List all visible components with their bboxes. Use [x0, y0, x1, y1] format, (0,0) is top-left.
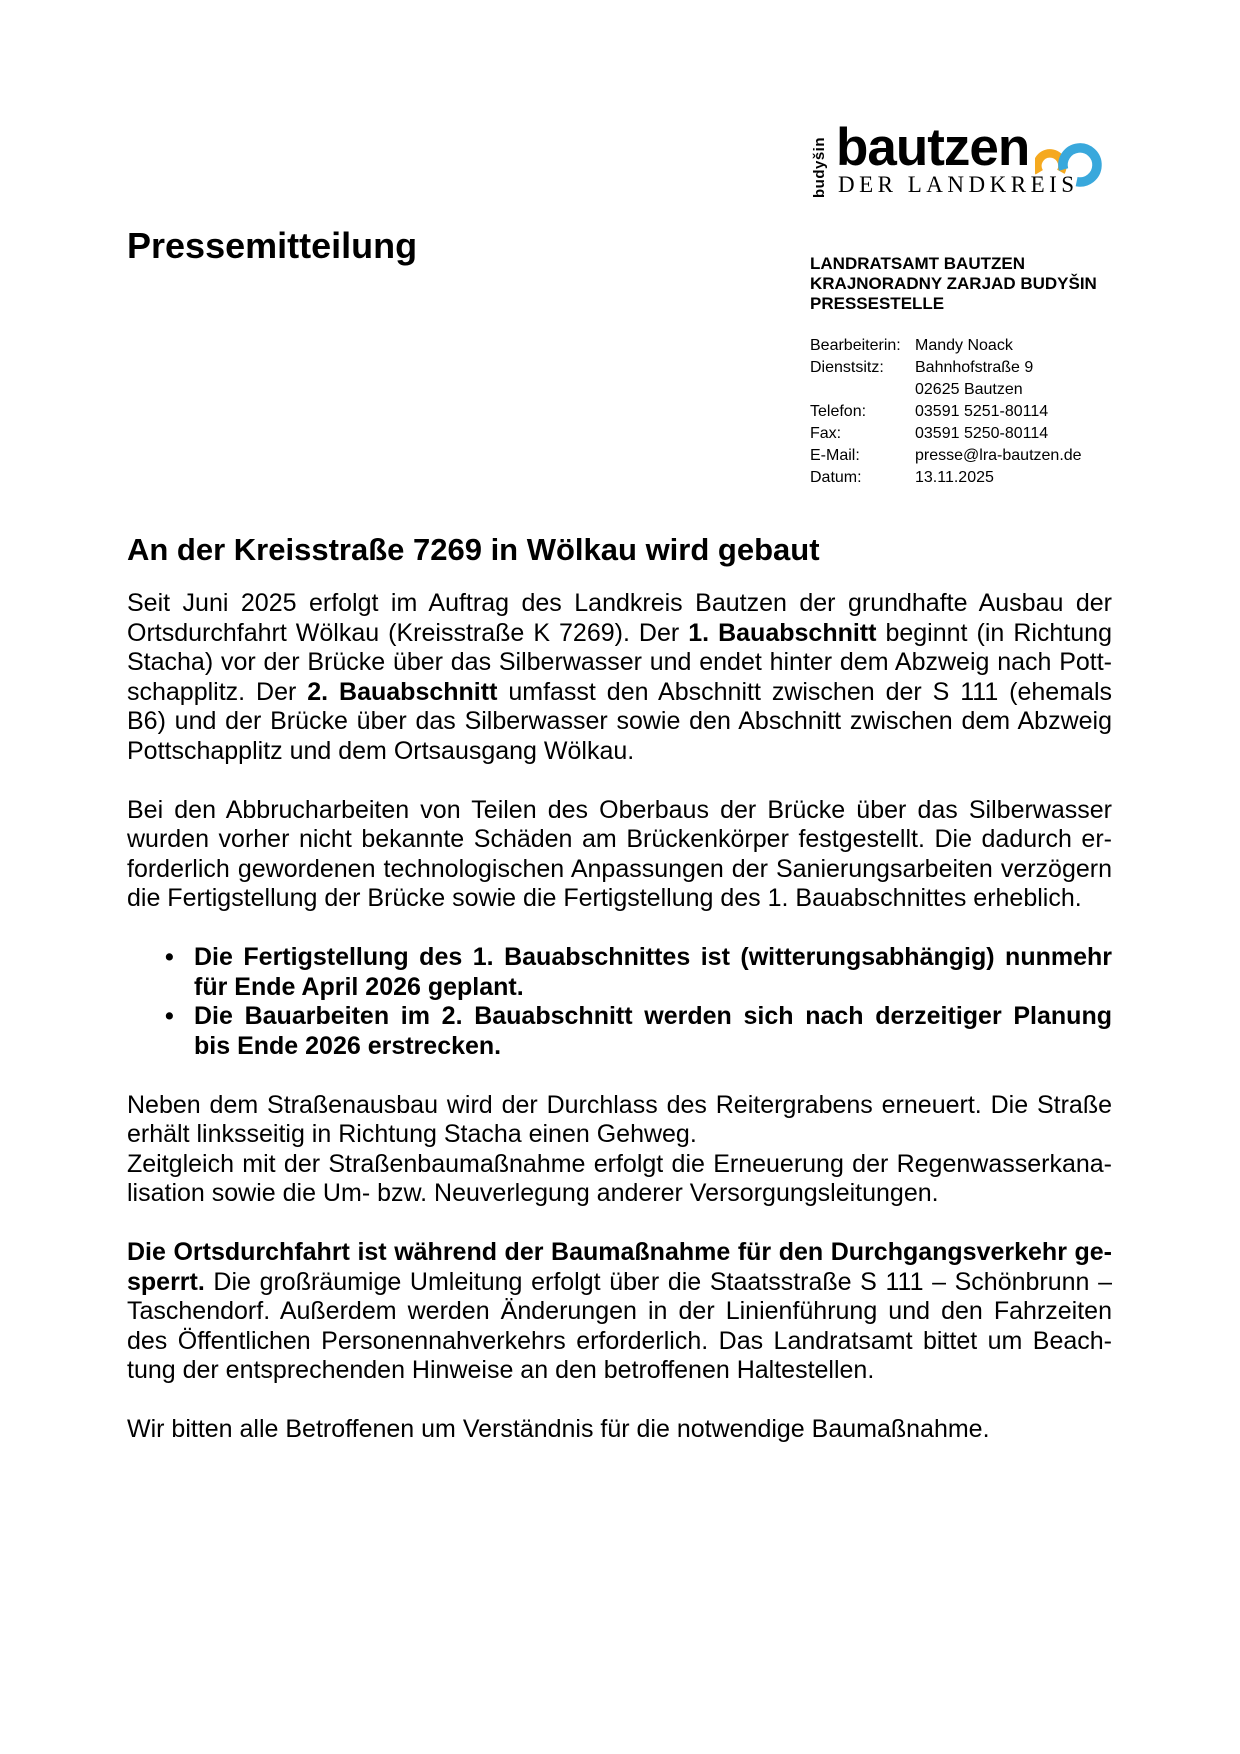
- contact-label: Dienstsitz:: [810, 359, 884, 376]
- text-segment: Stacha) vor der Brücke über das Silberwasser und endet hinter dem Abzweig nach Pott-: [127, 648, 1112, 676]
- logo-wordmark: bautzen: [836, 118, 1030, 177]
- text-line: [127, 884, 1112, 914]
- text-line: [127, 678, 1112, 708]
- text-segment: beginnt (in Richtung: [876, 618, 1112, 647]
- text-segment: Die Bauarbeiten im 2. Bauabschnitt werden sich nach derzeitiger Planung: [194, 1002, 1112, 1030]
- contact-label: [810, 379, 915, 401]
- text-line: [127, 796, 1112, 826]
- bullet-item: [127, 943, 1112, 1002]
- text-segment: bis Ende 2026 erstrecken.: [194, 1031, 502, 1060]
- text-line: [127, 619, 1112, 649]
- bullet-marker-icon: •: [165, 1002, 174, 1030]
- contact-row-telefon: [810, 401, 1130, 423]
- text-line: [127, 1356, 1112, 1386]
- contact-org-line: LANDRATSAMT BAUTZEN: [810, 254, 1025, 273]
- page-title: Pressemitteilung: [127, 225, 418, 266]
- text-line: [127, 1238, 1112, 1268]
- text-line: [127, 589, 1112, 619]
- text-segment: sperrt.: [127, 1267, 205, 1296]
- text-line: [127, 1268, 1112, 1298]
- text-segment: Taschendorf. Außerdem werden Änderungen in der Linienführung und den Fahrzeiten: [127, 1297, 1112, 1325]
- contact-value: presse@lra-bautzen.de: [915, 447, 1082, 464]
- text-segment: umfasst den Abschnitt zwischen der S 111 (ehemals: [497, 677, 1112, 706]
- contact-row-bearbeiterin: [810, 335, 1130, 357]
- text-line: [127, 825, 1112, 855]
- contact-org: [810, 254, 1130, 314]
- text-line: [127, 737, 1112, 767]
- text-line: [127, 1120, 1112, 1150]
- text-segment: erhält linksseitig in Richtung Stacha einen Gehweg.: [127, 1120, 697, 1148]
- text-line: [194, 1002, 1112, 1032]
- text-line: [127, 855, 1112, 885]
- bullet-marker-icon: •: [165, 943, 174, 971]
- logo-subtitle: DER LANDKREIS: [838, 172, 1079, 197]
- contact-row-ort: [810, 379, 1130, 401]
- text-segment: lisation sowie die Um- bzw. Neuverlegung anderer Versorgungsleitungen.: [127, 1179, 939, 1207]
- text-segment: des Öffentlichen Personennahverkehrs erforderlich. Das Landratsamt bittet um Beach-: [127, 1326, 1112, 1355]
- bullet-item: [127, 1002, 1112, 1061]
- contact-value: 02625 Bautzen: [915, 381, 1023, 398]
- contact-org-line: PRESSESTELLE: [810, 294, 945, 313]
- contact-org-line: KRAJNORADNY ZARJAD BUDYŠIN: [810, 274, 1097, 293]
- contact-value: Mandy Noack: [915, 337, 1013, 354]
- text-segment: Zeitgleich mit der Straßenbaumaßnahme erfolgt die Erneuerung der Regenwasserkana-: [127, 1149, 1112, 1178]
- text-line: [127, 648, 1112, 678]
- text-segment: für Ende April 2026 geplant.: [194, 972, 524, 1001]
- text-line: [127, 1150, 1112, 1180]
- contact-label: Telefon:: [810, 403, 867, 420]
- contact-value: Bahnhofstraße 9: [915, 359, 1034, 376]
- text-segment: Die Ortsdurchfahrt ist während der Baumaßnahme für den Durchgangsverkehr ge-: [127, 1238, 1112, 1266]
- contact-row-dienstsitz: [810, 357, 1130, 379]
- text-segment: 2. Bauabschnitt: [307, 677, 498, 706]
- article-heading: An der Kreisstraße 7269 in Wölkau wird gebaut: [127, 532, 820, 567]
- article-body: [127, 589, 1112, 1474]
- paragraph: [127, 1415, 1112, 1445]
- contact-label: E-Mail:: [810, 447, 860, 464]
- text-line: [127, 707, 1112, 737]
- text-line: [194, 973, 1112, 1003]
- text-segment: Seit Juni 2025 erfolgt im Auftrag des Landkreis Bautzen der grundhafte Ausbau der: [127, 589, 1112, 617]
- text-segment: forderlich gewordenen technologischen Anpassungen der Sanierungsarbeiten verzögern: [127, 854, 1112, 883]
- paragraph: [127, 1238, 1112, 1386]
- text-segment: B6) und der Brücke über das Silberwasser sowie den Abschnitt zwischen dem Abzweig: [127, 707, 1112, 735]
- text-line: [194, 943, 1112, 973]
- text-line: [127, 1091, 1112, 1121]
- contact-label: Fax:: [810, 425, 842, 442]
- bullet-content: [194, 943, 1112, 1002]
- contact-label: Bearbeiterin:: [810, 337, 901, 354]
- contact-value: 03591 5250-80114: [915, 425, 1049, 442]
- contact-label: Datum:: [810, 469, 862, 486]
- contact-row-email: [810, 445, 1130, 467]
- logo-vertical-text: budyšin: [811, 136, 828, 198]
- text-segment: Bei den Abbrucharbeiten von Teilen des Oberbaus der Brücke über das Silberwasser: [127, 795, 1112, 824]
- text-segment: tung der entsprechenden Hinweise an den betroffenen Haltestellen.: [127, 1356, 875, 1384]
- text-line: [194, 1032, 1112, 1062]
- paragraph: [127, 1091, 1112, 1209]
- contact-value: 13.11.2025: [915, 469, 994, 486]
- text-segment: Ortsdurchfahrt Wölkau (Kreisstraße K 7269). Der: [127, 618, 689, 647]
- text-segment: Pottschapplitz und dem Ortsausgang Wölkau.: [127, 736, 635, 765]
- text-segment: 1. Bauabschnitt: [688, 618, 877, 647]
- bullet-content: [194, 1002, 1112, 1061]
- text-segment: Wir bitten alle Betroffenen um Verständnis für die notwendige Baumaßnahme.: [127, 1415, 990, 1443]
- text-segment: Die großräumige Umleitung erfolgt über die Staatsstraße S 111 – Schönbrunn –: [204, 1267, 1112, 1296]
- text-line: [127, 1179, 1112, 1209]
- text-segment: die Fertigstellung der Brücke sowie die Fertigstellung des 1. Bauabschnittes erheblich.: [127, 884, 1082, 912]
- paragraph: [127, 589, 1112, 766]
- bullet-list: [127, 943, 1112, 1061]
- text-segment: schapplitz. Der: [127, 677, 308, 706]
- contact-block: [810, 254, 1130, 489]
- text-segment: Die Fertigstellung des 1. Bauabschnittes ist (witterungsabhängig) nunmehr: [194, 943, 1112, 971]
- contact-row-fax: [810, 423, 1130, 445]
- contact-rows: [810, 335, 1130, 489]
- contact-row-datum: [810, 467, 1130, 489]
- text-line: [127, 1327, 1112, 1357]
- contact-value: 03591 5251-80114: [915, 403, 1049, 420]
- text-line: [127, 1297, 1112, 1327]
- paragraph: [127, 796, 1112, 914]
- text-segment: wurden vorher nicht bekannte Schäden am Brückenkörper festgestellt. Die dadurch er-: [127, 825, 1112, 853]
- text-line: [127, 1415, 1112, 1445]
- text-segment: Neben dem Straßenausbau wird der Durchlass des Reitergrabens erneuert. Die Straße: [127, 1090, 1112, 1119]
